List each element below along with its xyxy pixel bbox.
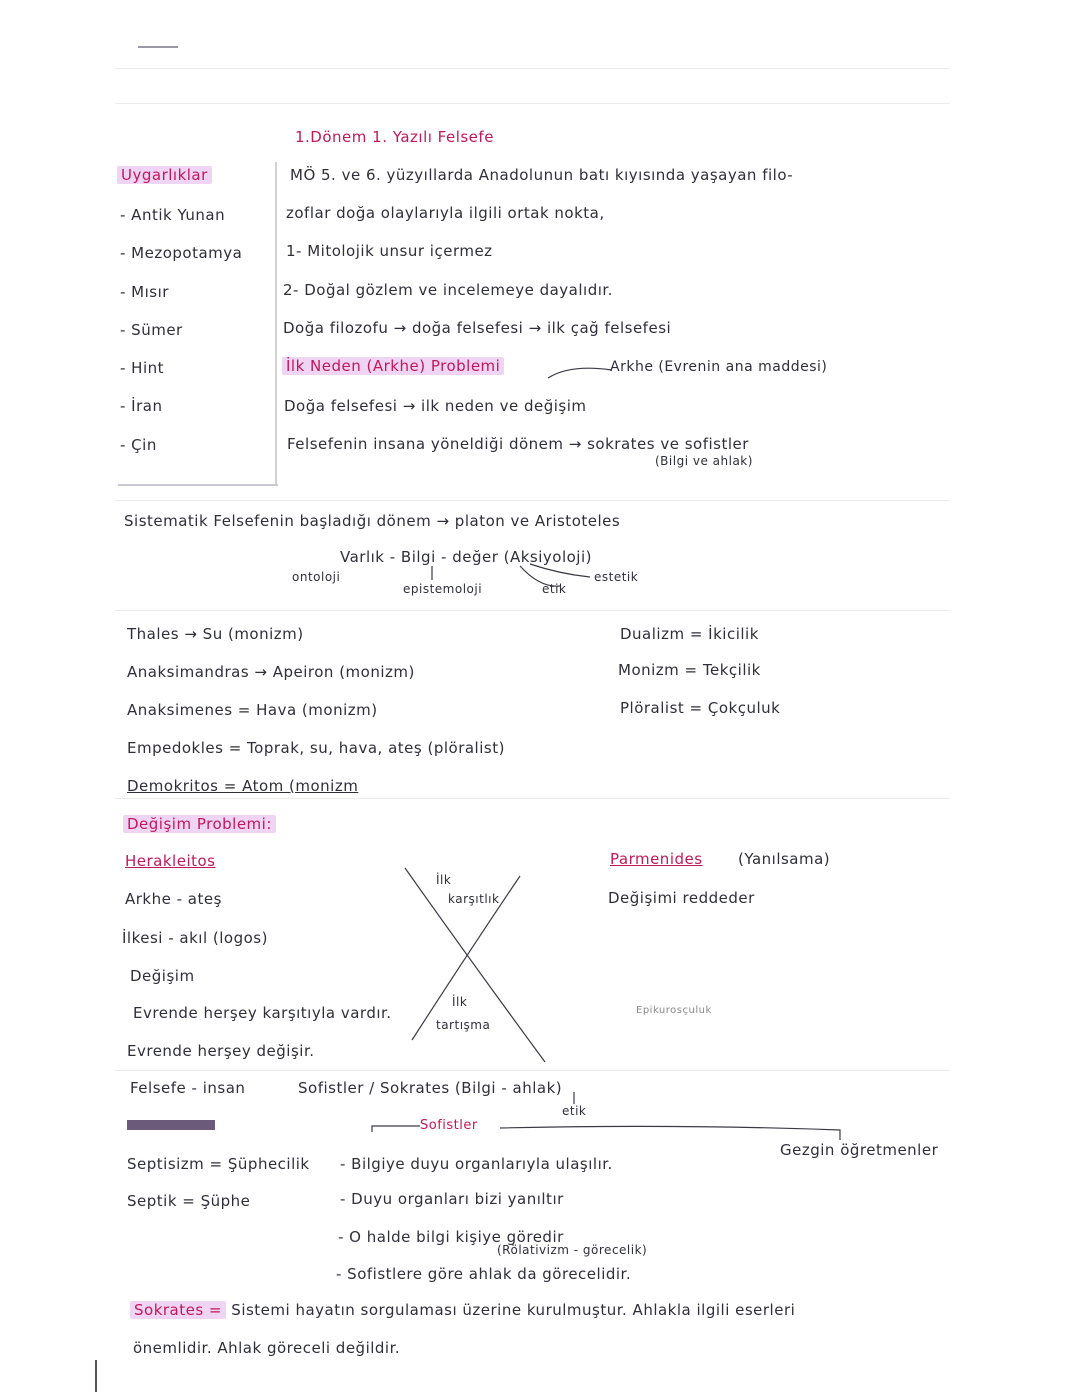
tartisma-label: tartışma bbox=[436, 1018, 491, 1032]
terim-item: Monizm = Tekçilik bbox=[618, 661, 761, 679]
evrende-degisir: Evrende herşey değişir. bbox=[127, 1042, 315, 1060]
arkhe-problem: İlk Neden (Arkhe) Problemi bbox=[282, 357, 504, 375]
intro-line: Doğa filozofu → doğa felsefesi → ilk çağ felsefesi bbox=[283, 319, 672, 337]
arkhe-definition: Arkhe (Evrenin ana maddesi) bbox=[610, 359, 828, 375]
terim-item: Plöralist = Çokçuluk bbox=[620, 699, 781, 717]
etik-arrow bbox=[520, 566, 560, 586]
doga-felsefesi: Doğa felsefesi → ilk neden ve değişim bbox=[284, 397, 587, 415]
sokrates-line: önemlidir. Ahlak göreceli değildir. bbox=[133, 1339, 401, 1357]
sistematik-line: Sistematik Felsefenin başladığı dönem → platon ve Aristoteles bbox=[124, 512, 621, 530]
relativizm-label: (Rölativizm - görecelik) bbox=[497, 1243, 648, 1257]
uygarlik-item: - İran bbox=[120, 397, 163, 415]
uygarlik-item: - Çin bbox=[120, 436, 157, 454]
evrende-karsit: Evrende herşey karşıtıyla vardır. bbox=[133, 1004, 392, 1022]
estetik-label: estetik bbox=[594, 570, 639, 584]
yanilsama-label: (Yanılsama) bbox=[738, 850, 831, 868]
intro-line: zoflar doğa olaylarıyla ilgili ortak nokta, bbox=[286, 204, 605, 222]
ilk-label: İlk bbox=[436, 873, 452, 887]
sokrates-line: Sokrates = Sistemi hayatın sorgulaması üzerine kurulmuştur. Ahlakla ilgili eserleri bbox=[130, 1301, 795, 1319]
herakleitos-ilkesi: İlkesi - akıl (logos) bbox=[122, 929, 268, 947]
herakleitos-arkhe: Arkhe - ateş bbox=[125, 890, 222, 908]
sofist-point: - O halde bilgi kişiye göredir bbox=[338, 1228, 564, 1246]
uygarliklar-heading: Uygarlıklar bbox=[117, 166, 212, 184]
karsitlik-label: karşıtlık bbox=[448, 892, 500, 906]
estetik-arrow bbox=[530, 564, 590, 577]
intro-line: MÖ 5. ve 6. yüzyıllarda Anadolunun batı kıyısında yaşayan filo- bbox=[290, 166, 794, 184]
sofist-point: - Duyu organları bizi yanıltır bbox=[340, 1190, 564, 1208]
gezgin-bracket bbox=[500, 1126, 840, 1140]
felsefe-insan: Felsefe - insan bbox=[130, 1079, 246, 1097]
uygarlik-item: - Mısır bbox=[120, 283, 169, 301]
filozof-item: Anaksimandras → Apeiron (monizm) bbox=[127, 663, 415, 681]
cross-line bbox=[405, 868, 545, 1062]
sofistler-heading: Sofistler bbox=[420, 1118, 478, 1133]
ilk-label: İlk bbox=[452, 995, 468, 1009]
degisim-heading: Değişim Problemi: bbox=[123, 815, 276, 833]
uygarlik-item: - Hint bbox=[120, 359, 165, 377]
intro-line: 2- Doğal gözlem ve incelemeye dayalıdır. bbox=[283, 281, 613, 299]
filozof-item: Empedokles = Toprak, su, hava, ateş (plöralist) bbox=[127, 739, 505, 757]
arkhe-connector-line bbox=[548, 368, 612, 378]
uygarlik-item: - Antik Yunan bbox=[120, 206, 226, 224]
etik-label: etik bbox=[542, 582, 567, 596]
uygarlik-item: - Sümer bbox=[120, 321, 183, 339]
filozof-item: Thales → Su (monizm) bbox=[127, 625, 304, 643]
insana-yonelme: Felsefenin insana yöneldiği dönem → sokrates ve sofistler bbox=[287, 435, 749, 453]
sofistler-bracket bbox=[372, 1126, 420, 1132]
epikurosculuk-label: Epikurosçuluk bbox=[636, 1005, 712, 1016]
septisizm-label: Septisizm = Şüphecilik bbox=[127, 1155, 310, 1173]
sofist-point: - Sofistlere göre ahlak da görecelidir. bbox=[336, 1265, 632, 1283]
uygarlik-item: - Mezopotamya bbox=[120, 244, 243, 262]
terim-item: Dualizm = İkicilik bbox=[620, 625, 759, 643]
bilgi-ahlak: (Bilgi ve ahlak) bbox=[655, 454, 753, 468]
etik-label: etik bbox=[562, 1104, 587, 1118]
parmenides-label: Parmenides bbox=[610, 850, 703, 868]
page-title: 1.Dönem 1. Yazılı Felsefe bbox=[295, 128, 494, 146]
intro-line: 1- Mitolojik unsur içermez bbox=[286, 242, 493, 260]
degisim-word: Değişim bbox=[130, 967, 195, 985]
epistemoloji-label: epistemoloji bbox=[403, 582, 483, 596]
filozof-item: Anaksimenes = Hava (monizm) bbox=[127, 701, 378, 719]
sofist-point: - Bilgiye duyu organlarıyla ulaşılır. bbox=[340, 1155, 613, 1173]
herakleitos-label: Herakleitos bbox=[125, 852, 216, 870]
ontoloji-label: ontoloji bbox=[292, 570, 341, 584]
varlik-bilgi-deger: Varlık - Bilgi - değer (Aksiyoloji) bbox=[340, 548, 592, 566]
reddeder-label: Değişimi reddeder bbox=[608, 889, 755, 907]
sofistler-sokrates: Sofistler / Sokrates (Bilgi - ahlak) bbox=[298, 1079, 563, 1097]
septik-label: Septik = Şüphe bbox=[127, 1192, 251, 1210]
filozof-item: Demokritos = Atom (monizm bbox=[127, 777, 359, 795]
gezgin-label: Gezgin öğretmenler bbox=[780, 1141, 939, 1159]
